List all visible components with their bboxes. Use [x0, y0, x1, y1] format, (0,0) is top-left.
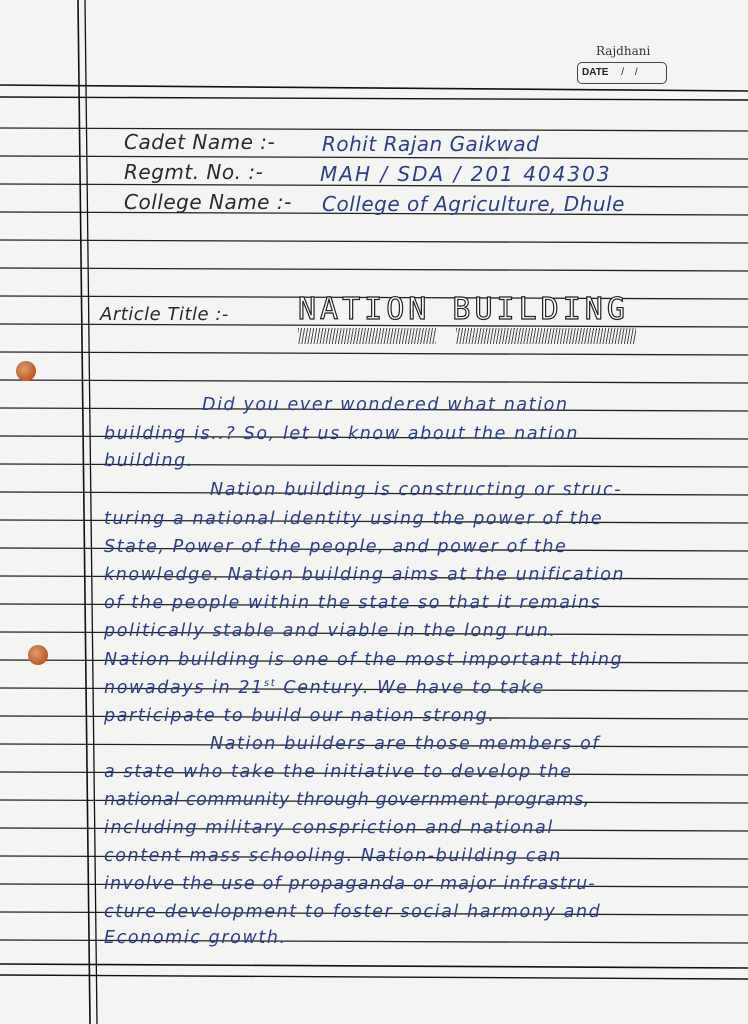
rule-line — [0, 380, 748, 383]
date-label: DATE — [582, 67, 609, 78]
body-line: building. — [104, 451, 195, 471]
body-line: Nation building is one of the most important thing — [104, 650, 624, 670]
body-line: politically stable and viable in the long run. — [104, 621, 557, 641]
regmt-no-value: MAH / SDA / 201 404303 — [320, 162, 612, 186]
body-text: Century. We have to take — [283, 678, 545, 698]
binder-hole-top — [16, 361, 36, 381]
college-name-value: College of Agriculture, Dhule — [322, 192, 625, 216]
article-title-label: Article Title :- — [100, 304, 229, 325]
rule-line — [0, 352, 748, 355]
body-line: including military conspriction and national — [104, 818, 554, 838]
body-line: Did you ever wondered what nation — [202, 395, 569, 415]
college-name-label: College Name :- — [124, 190, 292, 214]
rule-line — [0, 128, 748, 131]
body-line: turing a national identity using the power of the — [104, 509, 604, 529]
body-line: participate to build our nation strong. — [104, 706, 496, 726]
body-text: nowadays in 21 — [104, 678, 264, 698]
body-line — [104, 678, 545, 698]
cadet-name-value: Rohit Rajan Gaikwad — [322, 132, 540, 156]
date-box — [577, 62, 667, 84]
title-shading — [456, 328, 636, 344]
rule-line — [0, 156, 748, 159]
body-line: knowledge. Nation building aims at the unification — [104, 565, 626, 585]
body-line: Nation building is constructing or struc- — [210, 480, 623, 500]
body-line: national community through government programs, — [104, 790, 590, 810]
date-value: / / — [621, 67, 642, 78]
body-line: of the people within the state so that it remains — [104, 593, 602, 613]
body-line: Economic growth. — [104, 928, 287, 948]
body-line: State, Power of the people, and power of the — [104, 537, 568, 557]
body-line: cture development to foster social harmony and — [104, 902, 602, 922]
cadet-name-label: Cadet Name :- — [124, 130, 276, 154]
superscript: st — [263, 678, 277, 690]
binder-hole-bottom — [28, 645, 48, 665]
notebook-brand: Rajdhani — [596, 44, 651, 58]
body-line: content mass schooling. Nation-building can — [104, 846, 562, 866]
rule-line — [0, 268, 748, 271]
body-line: involve the use of propaganda or major infrastru- — [104, 874, 596, 894]
body-line: a state who take the initiative to develop the — [104, 762, 573, 782]
body-line: Nation builders are those members of — [210, 734, 601, 754]
margin-line — [78, 0, 90, 1024]
regmt-no-label: Regmt. No. :- — [124, 160, 264, 184]
title-shading — [298, 328, 436, 344]
body-line: building is..? So, let us know about the nation — [104, 424, 580, 444]
rule-line — [0, 240, 748, 243]
article-title: NATION BUILDING — [298, 292, 629, 327]
